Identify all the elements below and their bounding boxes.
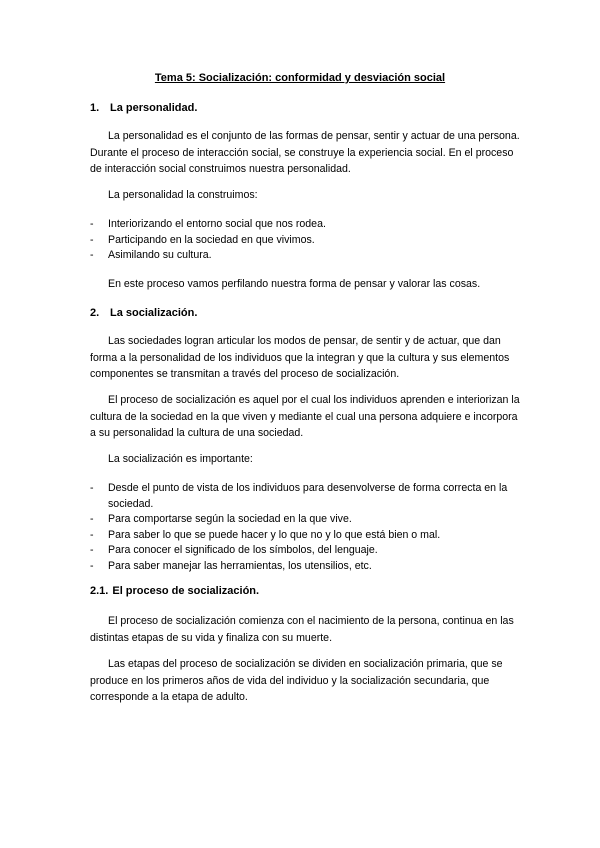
bullet-dash: - [90, 249, 94, 261]
list-item: - Para saber lo que se puede hacer y lo que no y lo que está bien o mal. [90, 528, 530, 544]
bullet-dash: - [90, 528, 94, 541]
section-2-1-heading [90, 584, 259, 598]
bullet-dash: - [90, 218, 94, 230]
bullet-dash: - [90, 544, 94, 556]
section-1-list-intro: La personalidad la construimos: [108, 189, 258, 201]
list-item: - Desde el punto de vista de los individuos para desenvolverse de forma correcta en la sociedad. [90, 482, 508, 510]
section-2-list [90, 481, 530, 574]
section-2-paragraph-2: El proceso de socialización es aquel por el cual los individuos aprenden e interiorizan la cultura de la sociedad en la que viven y mediante el cual una persona adquiere e incorpora a su personalidad la cultura de una sociedad. [90, 394, 520, 439]
section-2-1-number: 2.1. [90, 585, 109, 597]
section-2-number: 2. [90, 307, 100, 319]
bullet-dash: - [90, 482, 94, 494]
list-item: - Para comportarse según la sociedad en la que vive. [90, 512, 530, 528]
section-1-title: La personalidad. [110, 102, 198, 114]
section-2-1-title: El proceso de socialización. [112, 585, 260, 597]
page-title: Tema 5: Socialización: conformidad y desviación social [154, 72, 446, 84]
list-item: - Participando en la sociedad en que vivimos. [90, 233, 530, 249]
section-2-title: La socialización. [110, 307, 198, 319]
section-1-closing: En este proceso vamos perfilando nuestra forma de pensar y valorar las cosas. [108, 278, 481, 290]
bullet-dash: - [90, 233, 94, 246]
section-1-heading [90, 101, 197, 115]
section-2-paragraph-1: Las sociedades logran articular los modos de pensar, de sentir y de actuar, que dan forma a la personalidad de los individuos que la integran y que la cultura y sus elementos componentes se transmitan a través del proceso de socialización. [90, 335, 510, 380]
section-2-1-paragraph-1: El proceso de socialización comienza con el nacimiento de la persona, continua en las distintas etapas de su vida y finaliza con su muerte. [90, 615, 514, 644]
section-1-number: 1. [90, 102, 100, 114]
section-2-1-paragraph-2: Las etapas del proceso de socialización se dividen en socialización primaria, que se produce en los primeros años de vida del individuo y la socialización secundaria, que corresponde a la etapa de adulto. [90, 658, 503, 703]
list-item: - Para saber manejar las herramientas, los utensilios, etc. [90, 559, 530, 575]
list-item: - Asimilando su cultura. [90, 248, 530, 264]
list-item: - Interiorizando el entorno social que nos rodea. [90, 217, 530, 233]
section-2-heading [90, 306, 197, 320]
list-item: - Para conocer el significado de los símbolos, del lenguaje. [90, 543, 530, 559]
section-2-list-intro: La socialización es importante: [108, 453, 253, 465]
section-1-paragraph-1: La personalidad es el conjunto de las formas de pensar, sentir y actuar de una persona. Durante el proceso de interacción social, se construye la experiencia social. En el proceso de interacción social construimos nuestra personalidad. [90, 130, 520, 175]
section-1-list [90, 217, 530, 264]
bullet-dash: - [90, 513, 94, 525]
bullet-dash: - [90, 559, 94, 572]
